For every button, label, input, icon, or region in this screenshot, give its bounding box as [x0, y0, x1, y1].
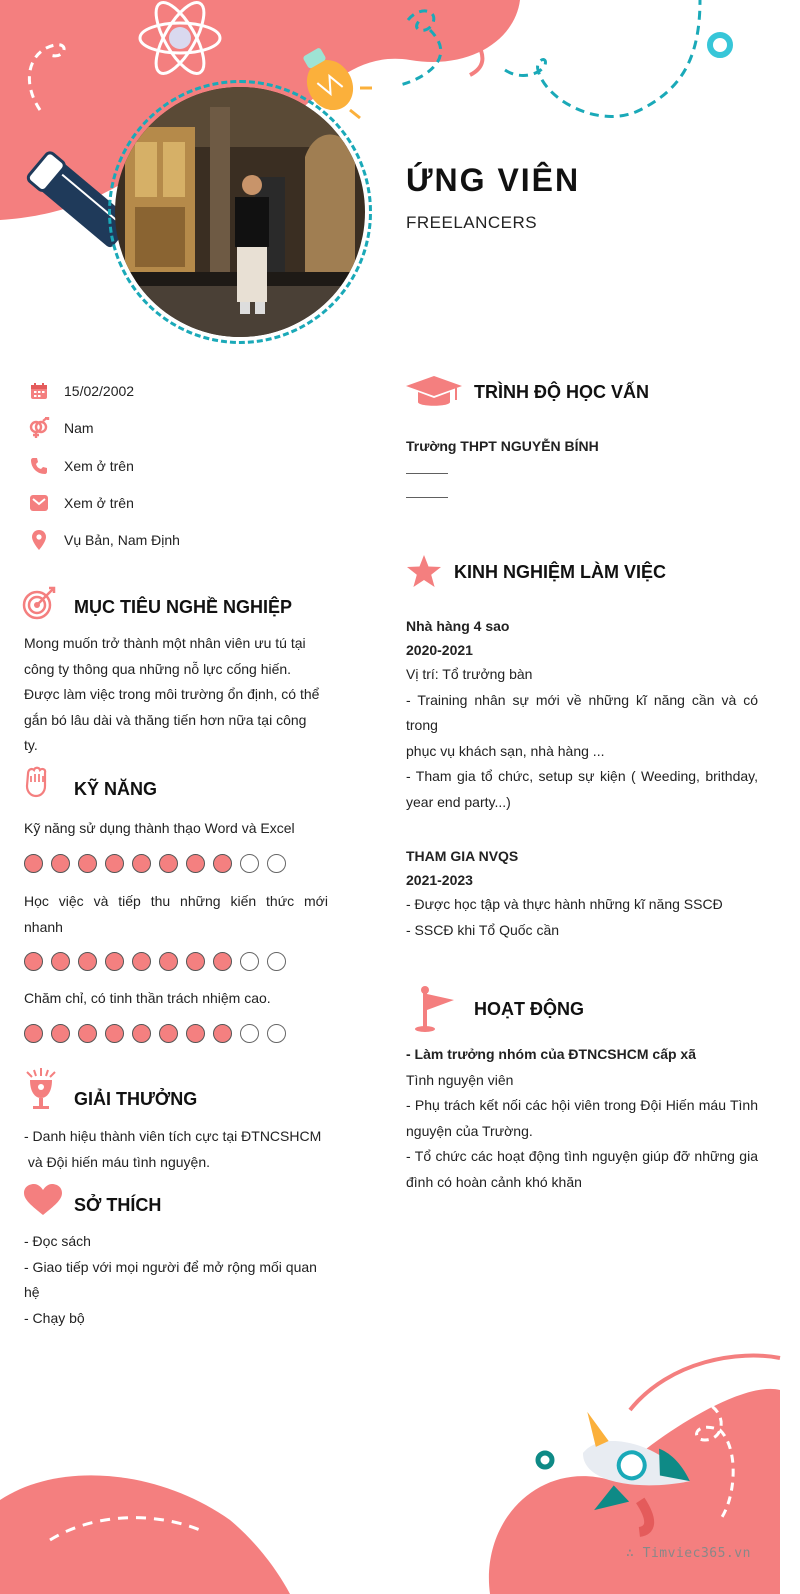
target-icon: [22, 586, 58, 620]
rating-dot-empty: [240, 952, 259, 971]
awards-title: GIẢI THƯỞNG: [74, 1089, 198, 1109]
rating-dot-empty: [240, 854, 259, 873]
birthdate-text: 15/02/2002: [64, 383, 135, 399]
rating-dot-empty: [267, 854, 286, 873]
rating-dot-filled: [24, 854, 43, 873]
job-1-company: Nhà hàng 4 sao: [406, 618, 510, 634]
gender-text: Nam: [64, 420, 94, 436]
job-2: THAM GIA NVQS 2021-2023 - Được học tập và thực hành những kĩ năng SSCĐ - SSCĐ khi Tổ Quốc cần: [406, 844, 758, 943]
contact-phone: [28, 455, 134, 477]
contact-gender: [28, 417, 94, 439]
rating-dot-filled: [213, 854, 232, 873]
rating-dot-filled: [24, 1024, 43, 1043]
skill-1-text: Kỹ năng sử dụng thành thạo Word và Excel: [24, 820, 295, 836]
rating-dot-filled: [159, 1024, 178, 1043]
experience-title: KINH NGHIỆM LÀM VIỆC: [454, 562, 667, 582]
address-text: Vụ Bản, Nam Định: [64, 532, 180, 548]
job-1: Nhà hàng 4 sao 2020-2021 Vị trí: Tổ trưởng bàn - Training nhân sự mới về những kĩ năng cần và có trong phục vụ khách sạn, nhà hàng ... - Tham gia tổ chức, setup sự kiện ( Weeding, brithday, year end party...): [406, 614, 758, 815]
star-icon: [406, 554, 442, 588]
education-title: TRÌNH ĐỘ HỌC VẤN: [474, 382, 649, 402]
skill-3-rating: [24, 1024, 294, 1043]
rating-dot-filled: [78, 1024, 97, 1043]
rating-dot-empty: [267, 952, 286, 971]
email-icon: [28, 492, 50, 514]
objective-title: MỤC TIÊU NGHỀ NGHIỆP: [74, 597, 293, 617]
rating-dot-filled: [186, 1024, 205, 1043]
phone-icon: [28, 455, 50, 477]
flag-icon: [414, 986, 456, 1032]
rating-dot-filled: [132, 854, 151, 873]
gender-icon: [28, 417, 50, 439]
trophy-icon: [24, 1068, 58, 1112]
rating-dot-filled: [78, 952, 97, 971]
rating-dot-filled: [105, 952, 124, 971]
rating-dot-filled: [186, 952, 205, 971]
activities-title: HOẠT ĐỘNG: [474, 999, 584, 1019]
rating-dot-filled: [105, 1024, 124, 1043]
heart-icon: [24, 1184, 62, 1216]
rating-dot-filled: [105, 854, 124, 873]
rating-dot-filled: [132, 952, 151, 971]
rating-dot-filled: [186, 854, 205, 873]
rating-dot-filled: [78, 854, 97, 873]
school-name: Trường THPT NGUYỄN BÍNH: [406, 438, 599, 454]
awards-text: - Danh hiệu thành viên tích cực tại ĐTNCSHCM và Đội hiến máu tình nguyện.: [24, 1128, 322, 1170]
rating-dot-filled: [132, 1024, 151, 1043]
job-1-period: 2020-2021: [406, 642, 473, 658]
graduation-cap-icon: [406, 374, 462, 410]
skills-title: KỸ NĂNG: [74, 779, 158, 799]
fist-icon: [24, 766, 48, 798]
rating-dot-empty: [240, 1024, 259, 1043]
skill-1-rating: [24, 854, 294, 873]
hobbies-title: SỞ THÍCH: [74, 1195, 162, 1215]
email-text: Xem ở trên: [64, 495, 134, 511]
activities-text: - Làm trưởng nhóm của ĐTNCSHCM cấp xã Tình nguyện viên - Phụ trách kết nối các hội viên trong Đội Hiến máu Tình nguyện của Trường. - Tổ chức các hoạt động tình nguyện giúp đỡ những gia đình có hoàn cảnh khó khăn: [406, 1042, 758, 1195]
rating-dot-filled: [213, 952, 232, 971]
skill-2-text: Học việc và tiếp thu những kiến thức mới nhanh: [24, 893, 328, 935]
calendar-icon: [28, 380, 50, 402]
job-2-period: 2021-2023: [406, 872, 473, 888]
activities-head: - Làm trưởng nhóm của ĐTNCSHCM cấp xã: [406, 1046, 697, 1062]
rating-dot-filled: [213, 1024, 232, 1043]
hobbies-text: - Đọc sách - Giao tiếp với mọi người để mở rộng mối quan hệ - Chạy bộ: [24, 1233, 317, 1326]
rating-dot-filled: [24, 952, 43, 971]
watermark: ∴ Timviec365.vn: [626, 1546, 751, 1561]
contact-address: [28, 529, 180, 551]
contact-email: [28, 492, 134, 514]
education-text: Trường THPT NGUYỄN BÍNH ——— ———: [406, 434, 766, 508]
objective-text: Mong muốn trở thành một nhân viên ưu tú tại công ty thông qua những nỗ lực cống hiến. Được làm việc trong môi trường ổn định, có thể gắn bó lâu dài và thăng tiến hơn nữa tại công ty.: [24, 635, 320, 753]
rating-dot-filled: [51, 952, 70, 971]
rating-dot-filled: [51, 854, 70, 873]
phone-text: Xem ở trên: [64, 458, 134, 474]
job-2-company: THAM GIA NVQS: [406, 848, 519, 864]
rating-dot-filled: [159, 952, 178, 971]
rating-dot-empty: [267, 1024, 286, 1043]
profile-photo: [115, 87, 365, 337]
candidate-role: FREELANCERS: [406, 213, 538, 232]
skill-3-text: Chăm chỉ, có tinh thần trách nhiệm cao.: [24, 990, 271, 1006]
location-pin-icon: [28, 529, 50, 551]
candidate-name: ỨNG VIÊN: [406, 162, 581, 198]
contact-birthdate: [28, 380, 134, 402]
rating-dot-filled: [159, 854, 178, 873]
skill-2-rating: [24, 952, 294, 971]
rating-dot-filled: [51, 1024, 70, 1043]
